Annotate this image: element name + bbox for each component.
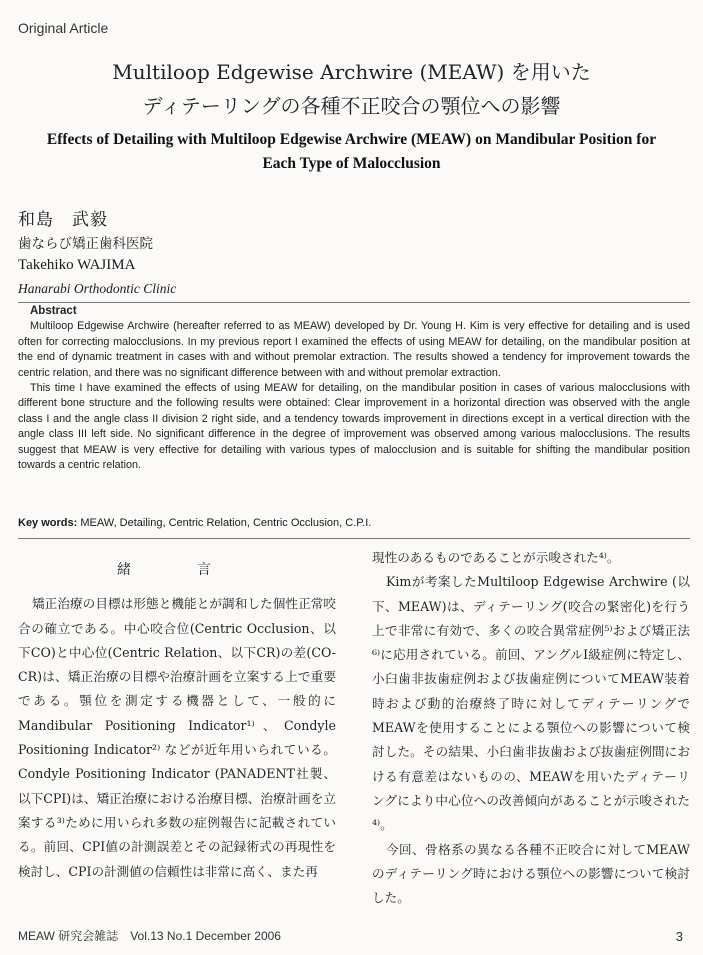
title-en-line1: Effects of Detailing with Multiloop Edgewise Archwire (MEAW) on Mandibular Position for xyxy=(46,131,657,148)
intro-paragraph-right-3: 今回、骨格系の異なる各種不正咬合に対してMEAWのディテーリング時における顎位への影響について検討した。 xyxy=(372,841,690,906)
abstract-heading: Abstract xyxy=(30,305,77,317)
abstract-paragraph-2: This time I have examined the effects of using MEAW for detailing, on the mandibular position in cases of various malocclusions with different bone structure and the following results were obtained: Clear improvement in a horizontal direction was observed with the angle class I and the angle class II division 2 right side, and a tendency towards improvement in directions except in a vertical direction with the angle class III left side. No significant difference in the degree of improvement was observed among various malocclusions. The results suggest that MEAW is very effective for detailing with various types of malocclusion and is suitable for shifting the mandibular position towards a centric relation. xyxy=(18,382,690,472)
title-en-line2: Each Type of Malocclusion xyxy=(262,155,441,172)
affiliation-en: Hanarabi Orthodontic Clinic xyxy=(18,281,177,296)
affiliation-jp: 歯ならび矯正歯科医院 xyxy=(18,236,153,252)
abstract-paragraph-1: Multiloop Edgewise Archwire (hereafter referred to as MEAW) developed by Dr. Young H. Kim is very effective for detailing and is used often for correcting malocclusions. In my previous report I examined the effects of using MEAW for detailing, on the mandibular position at the end of dynamic treatment in cases with and without premolar extraction. The results showed a tendency for improvement towards the centric relation, and there was no significant difference between with and without premolar extraction. xyxy=(18,320,690,379)
abstract-top-rule xyxy=(18,302,690,303)
keywords-label: Key words: xyxy=(18,517,78,529)
intro-paragraph-right-2: Kimが考案したMultiloop Edgewise Archwire (以下、MEAW)は、ディテーリング(咬合の緊密化)を行う上で非常に有効で、多くの咬合異常症例⁵⁾および矯正法⁶⁾に応用されている。前回、アングルⅠ級症例に特定し、小臼歯非抜歯症例および抜歯症例についてMEAW装着時および動的治療終了時に対してディテーリングでMEAWを使用することによる顎位への影響について検討した。その結果、小臼歯非抜歯および抜歯症例間における有意差はないものの、MEAWを用いたディテーリングにより中心位への改善傾向があることが示唆された⁴⁾。 xyxy=(372,574,690,833)
abstract-bottom-rule xyxy=(18,538,690,539)
title-jp-line2: ディテーリングの各種不正咬合の顎位への影響 xyxy=(142,94,561,118)
body-column-right xyxy=(372,546,690,910)
body-column-left xyxy=(18,558,336,884)
footer-journal: MEAW 研究会雑誌 Vol.13 No.1 December 2006 xyxy=(18,929,281,943)
abstract xyxy=(18,304,690,473)
title-jp-line1: Multiloop Edgewise Archwire (MEAW) を用いた xyxy=(112,60,591,84)
section-label: Original Article xyxy=(18,20,109,36)
keywords-value: MEAW, Detailing, Centric Relation, Centric Occlusion, C.P.I. xyxy=(80,517,372,529)
page-number: 3 xyxy=(675,929,683,944)
keywords xyxy=(18,517,690,529)
intro-paragraph-right-1: 現性のあるものであることが示唆された⁴⁾。 xyxy=(372,550,620,565)
author-name-jp: 和島 武毅 xyxy=(18,210,108,230)
intro-heading: 緒 言 xyxy=(117,562,237,578)
author-name-en: Takehiko WAJIMA xyxy=(18,257,136,273)
intro-paragraph-left: 矯正治療の目標は形態と機能とが調和した個性正常咬合の確立である。中心咬合位(Centric Occlusion、以下CO)と中心位(Centric Relation、以下CR)の差(CO-CR)は、矯正治療の目標や治療計画を立案する上で重要である。顎位を測定する機器として、一般的にMandibular Positioning Indicator¹⁾、Condyle Positioning Indicator²⁾ などが近年用いられている。Condyle Positioning Indicator (PANADENT社製、以下CPI)は、矯正治療における治療目標、治療計画を立案する³⁾ために用いられ多数の症例報告に記載されている。前回、CPI値の計測誤差とその記録術式の再現性を検討し、CPIの計測値の信頼性は非常に高く、また再 xyxy=(18,596,336,879)
